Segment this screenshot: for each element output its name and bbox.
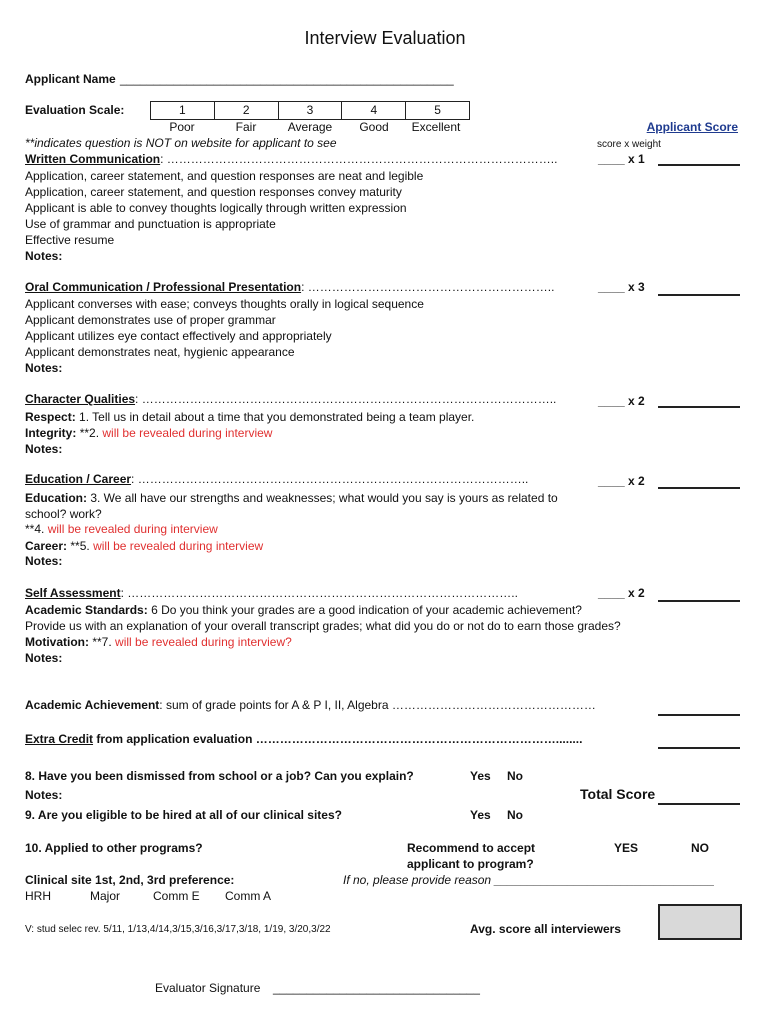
scale-label-average: Average [287, 120, 333, 134]
q9-question: 9. Are you eligible to be hired at all of our clinical sites? [25, 808, 342, 822]
character-score-line[interactable] [658, 406, 740, 408]
total-score-line[interactable] [658, 803, 740, 805]
written-dots: : …………………………………………………………………………………….. [160, 152, 558, 166]
if-no-label: If no, please provide reason [343, 873, 492, 887]
respect-row [25, 409, 474, 425]
recommend-yes[interactable]: YES [614, 841, 639, 855]
written-item: Application, career statement, and question responses convey maturity [25, 185, 402, 199]
scale-number: 4 [341, 102, 405, 119]
oral-heading-row [25, 279, 554, 295]
q4-hidden-note: will be revealed during interview [47, 522, 218, 536]
oral-item: Applicant demonstrates use of proper grammar [25, 313, 276, 327]
character-dots: : ………………………………………………………………………………………….. [135, 392, 557, 406]
written-heading-row [25, 151, 557, 167]
clinical-site-major[interactable]: Major [90, 889, 121, 903]
q9-no[interactable]: No [507, 808, 523, 822]
total-score-label: Total Score [580, 786, 656, 802]
q8-question: 8. Have you been dismissed from school or a job? Can you explain? [25, 769, 414, 783]
written-item: Applicant is able to convey thoughts logically through written expression [25, 201, 407, 215]
written-heading: Written Communication [25, 152, 161, 166]
scale-number: 3 [278, 102, 342, 119]
extra-credit-label: Extra Credit [25, 732, 94, 746]
clinical-site-comm-a[interactable]: Comm A [225, 889, 272, 903]
q8-no[interactable]: No [507, 769, 523, 783]
extra-credit-score-line[interactable] [658, 747, 740, 749]
extra-credit-text: from application evaluation …………………………………………………………………........ [96, 732, 583, 746]
education-label: Education: [25, 491, 87, 505]
self-dots: : …………………………………………………………………………………….. [120, 586, 518, 600]
scale-number: 2 [214, 102, 278, 119]
q4-prefix: **4. [25, 522, 45, 536]
page-title: Interview Evaluation [304, 28, 466, 48]
oral-item: Applicant utilizes eye contact effectively and appropriately [25, 329, 332, 343]
evaluation-scale-label: Evaluation Scale: [25, 103, 125, 117]
oral-notes: Notes: [25, 361, 63, 375]
evaluator-signature-label: Evaluator Signature [155, 981, 261, 995]
integrity-label: Integrity: [25, 426, 77, 440]
character-multiplier: ____ x 2 [598, 394, 645, 408]
career-hidden-note: will be revealed during interview [93, 539, 264, 553]
applicant-name-label: Applicant Name [25, 72, 116, 86]
integrity-row [25, 425, 272, 441]
character-heading-row [25, 391, 556, 407]
academic-achievement-score-line[interactable] [658, 714, 740, 716]
q4-row [25, 521, 218, 537]
evaluation-scale-table [150, 101, 470, 120]
self-heading: Self Assessment [25, 586, 121, 600]
q8-yes[interactable]: Yes [470, 769, 491, 783]
if-no-row [343, 872, 715, 888]
scale-label-excellent: Excellent [411, 120, 461, 134]
self-multiplier: ____ x 2 [598, 586, 645, 600]
scale-label-poor: Poor [169, 120, 195, 134]
career-label: Career: [25, 539, 68, 553]
written-item: Effective resume [25, 233, 115, 247]
if-no-reason-field[interactable]: _________________________________ [494, 873, 715, 887]
recommend-label-line1: Recommend to accept [407, 841, 536, 855]
clinical-site-label: Clinical site 1st, 2nd, 3rd preference: [25, 873, 235, 887]
character-heading: Character Qualities [25, 392, 136, 406]
q8-notes: Notes: [25, 788, 63, 802]
respect-label: Respect: [25, 410, 76, 424]
academic-standards-question: 6 Do you think your grades are a good indication of your academic achievement? [151, 603, 582, 617]
academic-achievement-text: : sum of grade points for A & P I, II, Algebra …………………………………………… [159, 698, 596, 712]
character-notes: Notes: [25, 442, 63, 456]
evaluator-signature-field[interactable]: _______________________________ [273, 981, 480, 995]
scale-number: 1 [179, 103, 186, 117]
q9-yes[interactable]: Yes [470, 808, 491, 822]
integrity-prefix: **2. [79, 426, 100, 440]
oral-dots: : …………………………………………………….. [301, 280, 555, 294]
oral-score-line[interactable] [658, 294, 740, 296]
oral-item: Applicant demonstrates neat, hygienic appearance [25, 345, 295, 359]
respect-question: 1. Tell us in detail about a time that you demonstrated being a team player. [79, 410, 475, 424]
oral-heading: Oral Communication / Professional Presentation [25, 280, 302, 294]
motivation-row [25, 634, 292, 650]
academic-standards-question-cont: Provide us with an explanation of your overall transcript grades; what did you do or not do to earn those grades? [25, 619, 621, 633]
career-prefix: **5. [70, 539, 90, 553]
version-note: V: stud selec rev. 5/11, 1/13,4/14,3/15,3/16,3/17,3/18, 1/19, 3/20,3/22 [25, 924, 331, 935]
applicant-score-heading: Applicant Score [646, 120, 738, 134]
written-score-line[interactable] [658, 164, 740, 166]
oral-item: Applicant converses with ease; conveys thoughts orally in logical sequence [25, 297, 424, 311]
education-score-line[interactable] [658, 487, 740, 489]
scale-label-good: Good [359, 120, 389, 134]
education-row [25, 490, 558, 506]
applicant-name-field[interactable]: __________________________________________________ [120, 72, 454, 86]
written-notes: Notes: [25, 249, 63, 263]
self-heading-row [25, 585, 518, 601]
clinical-site-comm-e[interactable]: Comm E [153, 889, 200, 903]
academic-standards-row [25, 602, 582, 618]
education-question-cont: school? work? [25, 507, 102, 521]
motivation-prefix: **7. [92, 635, 112, 649]
education-heading-row [25, 471, 528, 487]
written-multiplier: ____ x 1 [598, 152, 645, 166]
academic-achievement-label: Academic Achievement [25, 698, 160, 712]
academic-standards-label: Academic Standards: [25, 603, 148, 617]
education-heading: Education / Career [25, 472, 132, 486]
oral-multiplier: ____ x 3 [598, 280, 645, 294]
avg-score-box[interactable] [658, 904, 742, 940]
avg-score-label: Avg. score all interviewers [470, 922, 621, 936]
education-question: 3. We all have our strengths and weaknesses; what would you say is yours as related to [90, 491, 558, 505]
self-notes: Notes: [25, 651, 63, 665]
written-item: Application, career statement, and question responses are neat and legible [25, 169, 424, 183]
q10-question: 10. Applied to other programs? [25, 841, 203, 855]
score-weight-label: score x weight [597, 139, 661, 150]
education-dots: : …………………………………………………………………………………….. [131, 472, 529, 486]
written-item: Use of grammar and punctuation is appropriate [25, 217, 276, 231]
recommend-no[interactable]: NO [691, 841, 709, 855]
clinical-site-hrh[interactable]: HRH [25, 889, 51, 903]
integrity-hidden-note: will be revealed during interview [102, 426, 273, 440]
scale-number: 5 [405, 102, 469, 119]
education-notes: Notes: [25, 554, 63, 568]
scale-label-fair: Fair [235, 120, 257, 134]
extra-credit-row [25, 731, 582, 747]
self-score-line[interactable] [658, 600, 740, 602]
indicates-note: **indicates question is NOT on website for applicant to see [25, 136, 337, 150]
motivation-hidden-note: will be revealed during interview? [115, 635, 292, 649]
education-multiplier: ____ x 2 [598, 474, 645, 488]
academic-achievement-row [25, 697, 596, 713]
motivation-label: Motivation: [25, 635, 89, 649]
recommend-label-line2: applicant to program? [407, 857, 534, 871]
career-row [25, 538, 263, 554]
